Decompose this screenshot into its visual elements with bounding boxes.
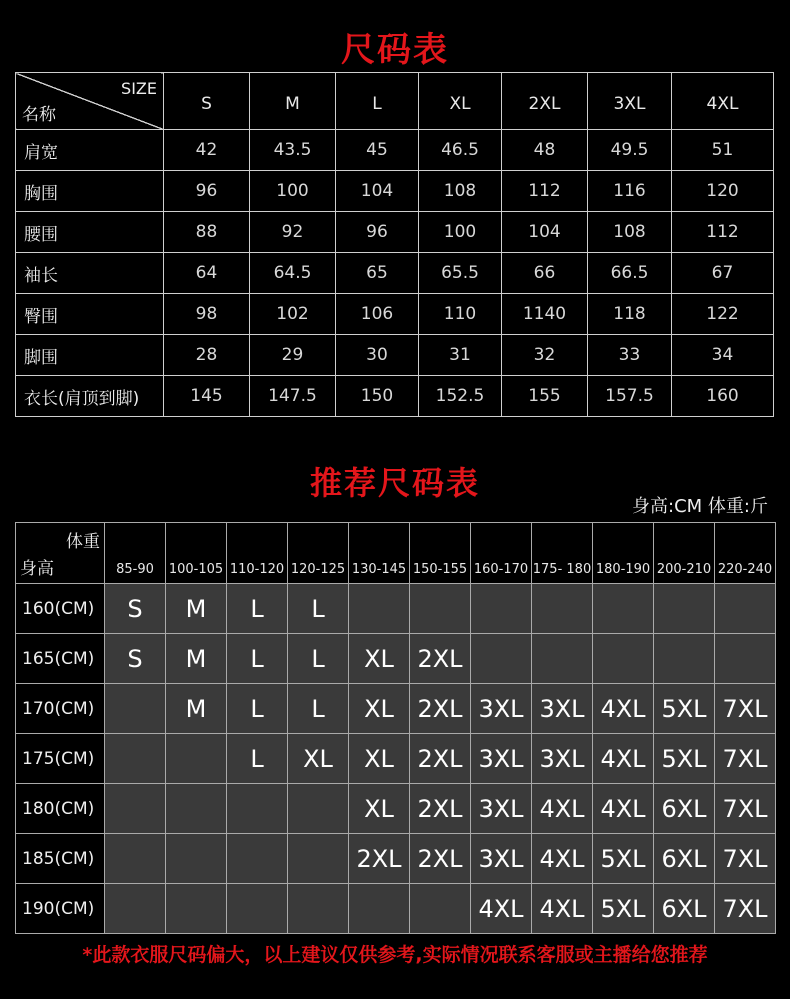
size-chart-title: 尺码表 xyxy=(341,30,449,70)
recommended-size-cell: 4XL xyxy=(532,784,593,834)
recommended-size-cell: 4XL xyxy=(593,784,654,834)
recommended-size-cell xyxy=(654,634,715,684)
measurement-value: 116 xyxy=(588,171,672,212)
size-corner-cell xyxy=(16,73,164,130)
size-row xyxy=(16,212,774,253)
height-label: 160(CM) xyxy=(16,584,105,634)
recommended-size-cell xyxy=(715,584,776,634)
recommended-size-cell xyxy=(471,584,532,634)
recommended-size-cell xyxy=(288,884,349,934)
recommended-size-cell: 4XL xyxy=(532,884,593,934)
measurement-label: 衣长(肩顶到脚) xyxy=(16,376,164,417)
recommended-size-cell: 7XL xyxy=(715,684,776,734)
measurement-value: 118 xyxy=(588,294,672,335)
recommended-size-cell xyxy=(288,784,349,834)
recommended-size-cell: S xyxy=(105,584,166,634)
recommended-size-cell xyxy=(227,784,288,834)
recommended-size-cell: XL xyxy=(349,634,410,684)
recommended-size-cell: L xyxy=(288,584,349,634)
size-header-cell: 3XL xyxy=(588,73,672,130)
recommended-size-cell: L xyxy=(227,684,288,734)
measurement-value: 152.5 xyxy=(419,376,502,417)
size-header-cell: L xyxy=(336,73,419,130)
recommended-size-cell: 6XL xyxy=(654,884,715,934)
corner-weight-label: 体重 xyxy=(66,532,100,552)
measurement-value: 112 xyxy=(672,212,774,253)
recommended-size-cell: 5XL xyxy=(654,734,715,784)
height-row xyxy=(16,584,776,634)
recommended-size-cell xyxy=(532,634,593,684)
recommended-size-cell: 7XL xyxy=(715,734,776,784)
measurement-label: 臀围 xyxy=(16,294,164,335)
recommended-size-cell xyxy=(105,784,166,834)
recommended-size-cell: XL xyxy=(349,784,410,834)
corner-height-label: 身高 xyxy=(20,559,54,579)
measurement-value: 32 xyxy=(502,335,588,376)
size-row xyxy=(16,171,774,212)
recommended-size-cell: M xyxy=(166,584,227,634)
size-header-cell: 2XL xyxy=(502,73,588,130)
measurement-value: 31 xyxy=(419,335,502,376)
recommended-size-cell xyxy=(410,584,471,634)
recommended-size-cell: 4XL xyxy=(593,684,654,734)
measurement-value: 108 xyxy=(419,171,502,212)
measurement-value: 160 xyxy=(672,376,774,417)
recommended-size-cell: 2XL xyxy=(410,734,471,784)
height-label: 175(CM) xyxy=(16,734,105,784)
measurement-value: 147.5 xyxy=(250,376,336,417)
recommended-size-cell: 7XL xyxy=(715,834,776,884)
height-label: 185(CM) xyxy=(16,834,105,884)
recommended-size-cell: S xyxy=(105,634,166,684)
measurement-value: 100 xyxy=(250,171,336,212)
size-row xyxy=(16,294,774,335)
recommended-size-cell: 4XL xyxy=(593,734,654,784)
recommended-size-cell xyxy=(166,834,227,884)
height-label: 165(CM) xyxy=(16,634,105,684)
recommended-size-cell xyxy=(166,884,227,934)
measurement-label: 袖长 xyxy=(16,253,164,294)
height-label: 170(CM) xyxy=(16,684,105,734)
measurement-value: 64 xyxy=(164,253,250,294)
recommend-corner-cell xyxy=(16,523,105,584)
measurement-value: 96 xyxy=(336,212,419,253)
height-row xyxy=(16,884,776,934)
recommended-size-cell: L xyxy=(227,634,288,684)
measurement-value: 150 xyxy=(336,376,419,417)
weight-header-cell: 100-105 xyxy=(166,523,227,584)
measurement-value: 102 xyxy=(250,294,336,335)
recommended-size-cell: XL xyxy=(288,734,349,784)
weight-header-cell: 180-190 xyxy=(593,523,654,584)
recommended-size-cell xyxy=(593,634,654,684)
recommended-size-cell: 6XL xyxy=(654,784,715,834)
measurement-value: 34 xyxy=(672,335,774,376)
measurement-value: 120 xyxy=(672,171,774,212)
weight-header-cell: 130-145 xyxy=(349,523,410,584)
disclaimer-note: *此款衣服尺码偏大，以上建议仅供参考,实际情况联系客服或主播给您推荐 xyxy=(82,944,708,966)
recommended-size-cell xyxy=(654,584,715,634)
recommended-size-cell: L xyxy=(288,684,349,734)
recommended-size-cell: L xyxy=(227,584,288,634)
size-header-cell: M xyxy=(250,73,336,130)
recommended-size-cell: 6XL xyxy=(654,834,715,884)
recommended-size-cell: 2XL xyxy=(410,684,471,734)
recommended-size-cell: 2XL xyxy=(410,834,471,884)
height-row xyxy=(16,784,776,834)
recommended-size-cell: 2XL xyxy=(349,834,410,884)
corner-size-label: SIZE xyxy=(121,79,157,98)
weight-header-cell: 220-240 xyxy=(715,523,776,584)
recommended-size-cell: XL xyxy=(349,684,410,734)
measurement-value: 51 xyxy=(672,130,774,171)
height-row xyxy=(16,734,776,784)
recommended-size-cell xyxy=(105,834,166,884)
recommended-size-cell xyxy=(410,884,471,934)
height-row xyxy=(16,684,776,734)
measurement-value: 66.5 xyxy=(588,253,672,294)
recommended-size-cell: M xyxy=(166,634,227,684)
recommended-size-cell: 5XL xyxy=(593,834,654,884)
recommended-size-cell xyxy=(227,834,288,884)
recommended-size-cell: XL xyxy=(349,734,410,784)
recommended-size-cell xyxy=(593,584,654,634)
recommended-size-cell: 3XL xyxy=(532,734,593,784)
measurement-value: 66 xyxy=(502,253,588,294)
recommended-size-cell: 3XL xyxy=(471,784,532,834)
recommended-size-cell: L xyxy=(288,634,349,684)
measurement-label: 腰围 xyxy=(16,212,164,253)
measurement-value: 65.5 xyxy=(419,253,502,294)
weight-header-cell: 175- 180 xyxy=(532,523,593,584)
measurement-value: 157.5 xyxy=(588,376,672,417)
height-label: 190(CM) xyxy=(16,884,105,934)
recommended-size-cell xyxy=(349,884,410,934)
recommend-chart-title: 推荐尺码表 xyxy=(309,464,480,502)
recommended-size-cell xyxy=(227,884,288,934)
measurement-value: 33 xyxy=(588,335,672,376)
measurement-value: 106 xyxy=(336,294,419,335)
size-row xyxy=(16,253,774,294)
weight-header-cell: 120-125 xyxy=(288,523,349,584)
measurement-value: 110 xyxy=(419,294,502,335)
recommended-size-cell xyxy=(715,634,776,684)
measurement-value: 88 xyxy=(164,212,250,253)
measurement-value: 155 xyxy=(502,376,588,417)
recommended-size-cell: 2XL xyxy=(410,634,471,684)
measurement-value: 28 xyxy=(164,335,250,376)
size-row xyxy=(16,376,774,417)
recommended-size-cell xyxy=(166,784,227,834)
measurement-value: 45 xyxy=(336,130,419,171)
measurement-value: 104 xyxy=(502,212,588,253)
measurement-value: 1140 xyxy=(502,294,588,335)
measurement-value: 48 xyxy=(502,130,588,171)
measurement-value: 29 xyxy=(250,335,336,376)
height-row xyxy=(16,834,776,884)
measurement-label: 脚围 xyxy=(16,335,164,376)
measurement-value: 65 xyxy=(336,253,419,294)
measurement-label: 肩宽 xyxy=(16,130,164,171)
recommended-size-cell xyxy=(471,634,532,684)
size-header-cell: 4XL xyxy=(672,73,774,130)
size-header-row xyxy=(16,73,774,130)
recommended-size-cell xyxy=(349,584,410,634)
measurement-value: 46.5 xyxy=(419,130,502,171)
measurement-value: 145 xyxy=(164,376,250,417)
measurement-value: 64.5 xyxy=(250,253,336,294)
units-label: 身高:CM 体重:斤 xyxy=(632,496,768,517)
measurement-value: 67 xyxy=(672,253,774,294)
measurement-value: 108 xyxy=(588,212,672,253)
size-row xyxy=(16,130,774,171)
measurement-value: 104 xyxy=(336,171,419,212)
weight-header-cell: 85-90 xyxy=(105,523,166,584)
size-chart-table xyxy=(15,72,774,417)
measurement-value: 49.5 xyxy=(588,130,672,171)
height-row xyxy=(16,634,776,684)
recommended-size-cell: 4XL xyxy=(471,884,532,934)
measurement-value: 92 xyxy=(250,212,336,253)
size-row xyxy=(16,335,774,376)
recommended-size-cell xyxy=(288,834,349,884)
corner-name-label: 名称 xyxy=(22,105,56,125)
recommended-size-cell xyxy=(532,584,593,634)
recommended-size-cell xyxy=(105,884,166,934)
recommended-size-cell: 7XL xyxy=(715,784,776,834)
measurement-value: 122 xyxy=(672,294,774,335)
size-header-cell: XL xyxy=(419,73,502,130)
measurement-value: 100 xyxy=(419,212,502,253)
weight-header-cell: 110-120 xyxy=(227,523,288,584)
recommended-size-cell: 3XL xyxy=(532,684,593,734)
height-label: 180(CM) xyxy=(16,784,105,834)
recommended-size-cell: 3XL xyxy=(471,834,532,884)
recommended-size-cell: 5XL xyxy=(654,684,715,734)
measurement-value: 30 xyxy=(336,335,419,376)
weight-header-cell: 200-210 xyxy=(654,523,715,584)
measurement-label: 胸围 xyxy=(16,171,164,212)
recommended-size-cell: 2XL xyxy=(410,784,471,834)
measurement-value: 42 xyxy=(164,130,250,171)
recommended-size-cell xyxy=(105,684,166,734)
recommended-size-cell: 3XL xyxy=(471,734,532,784)
recommended-size-cell: 3XL xyxy=(471,684,532,734)
weight-header-cell: 150-155 xyxy=(410,523,471,584)
size-header-cell: S xyxy=(164,73,250,130)
recommend-chart-table xyxy=(15,522,776,934)
weight-header-row xyxy=(16,523,776,584)
recommended-size-cell: M xyxy=(166,684,227,734)
recommended-size-cell xyxy=(105,734,166,784)
recommended-size-cell: 4XL xyxy=(532,834,593,884)
weight-header-cell: 160-170 xyxy=(471,523,532,584)
recommended-size-cell: 7XL xyxy=(715,884,776,934)
measurement-value: 112 xyxy=(502,171,588,212)
measurement-value: 43.5 xyxy=(250,130,336,171)
recommended-size-cell xyxy=(166,734,227,784)
measurement-value: 98 xyxy=(164,294,250,335)
recommended-size-cell: 5XL xyxy=(593,884,654,934)
recommended-size-cell: L xyxy=(227,734,288,784)
measurement-value: 96 xyxy=(164,171,250,212)
